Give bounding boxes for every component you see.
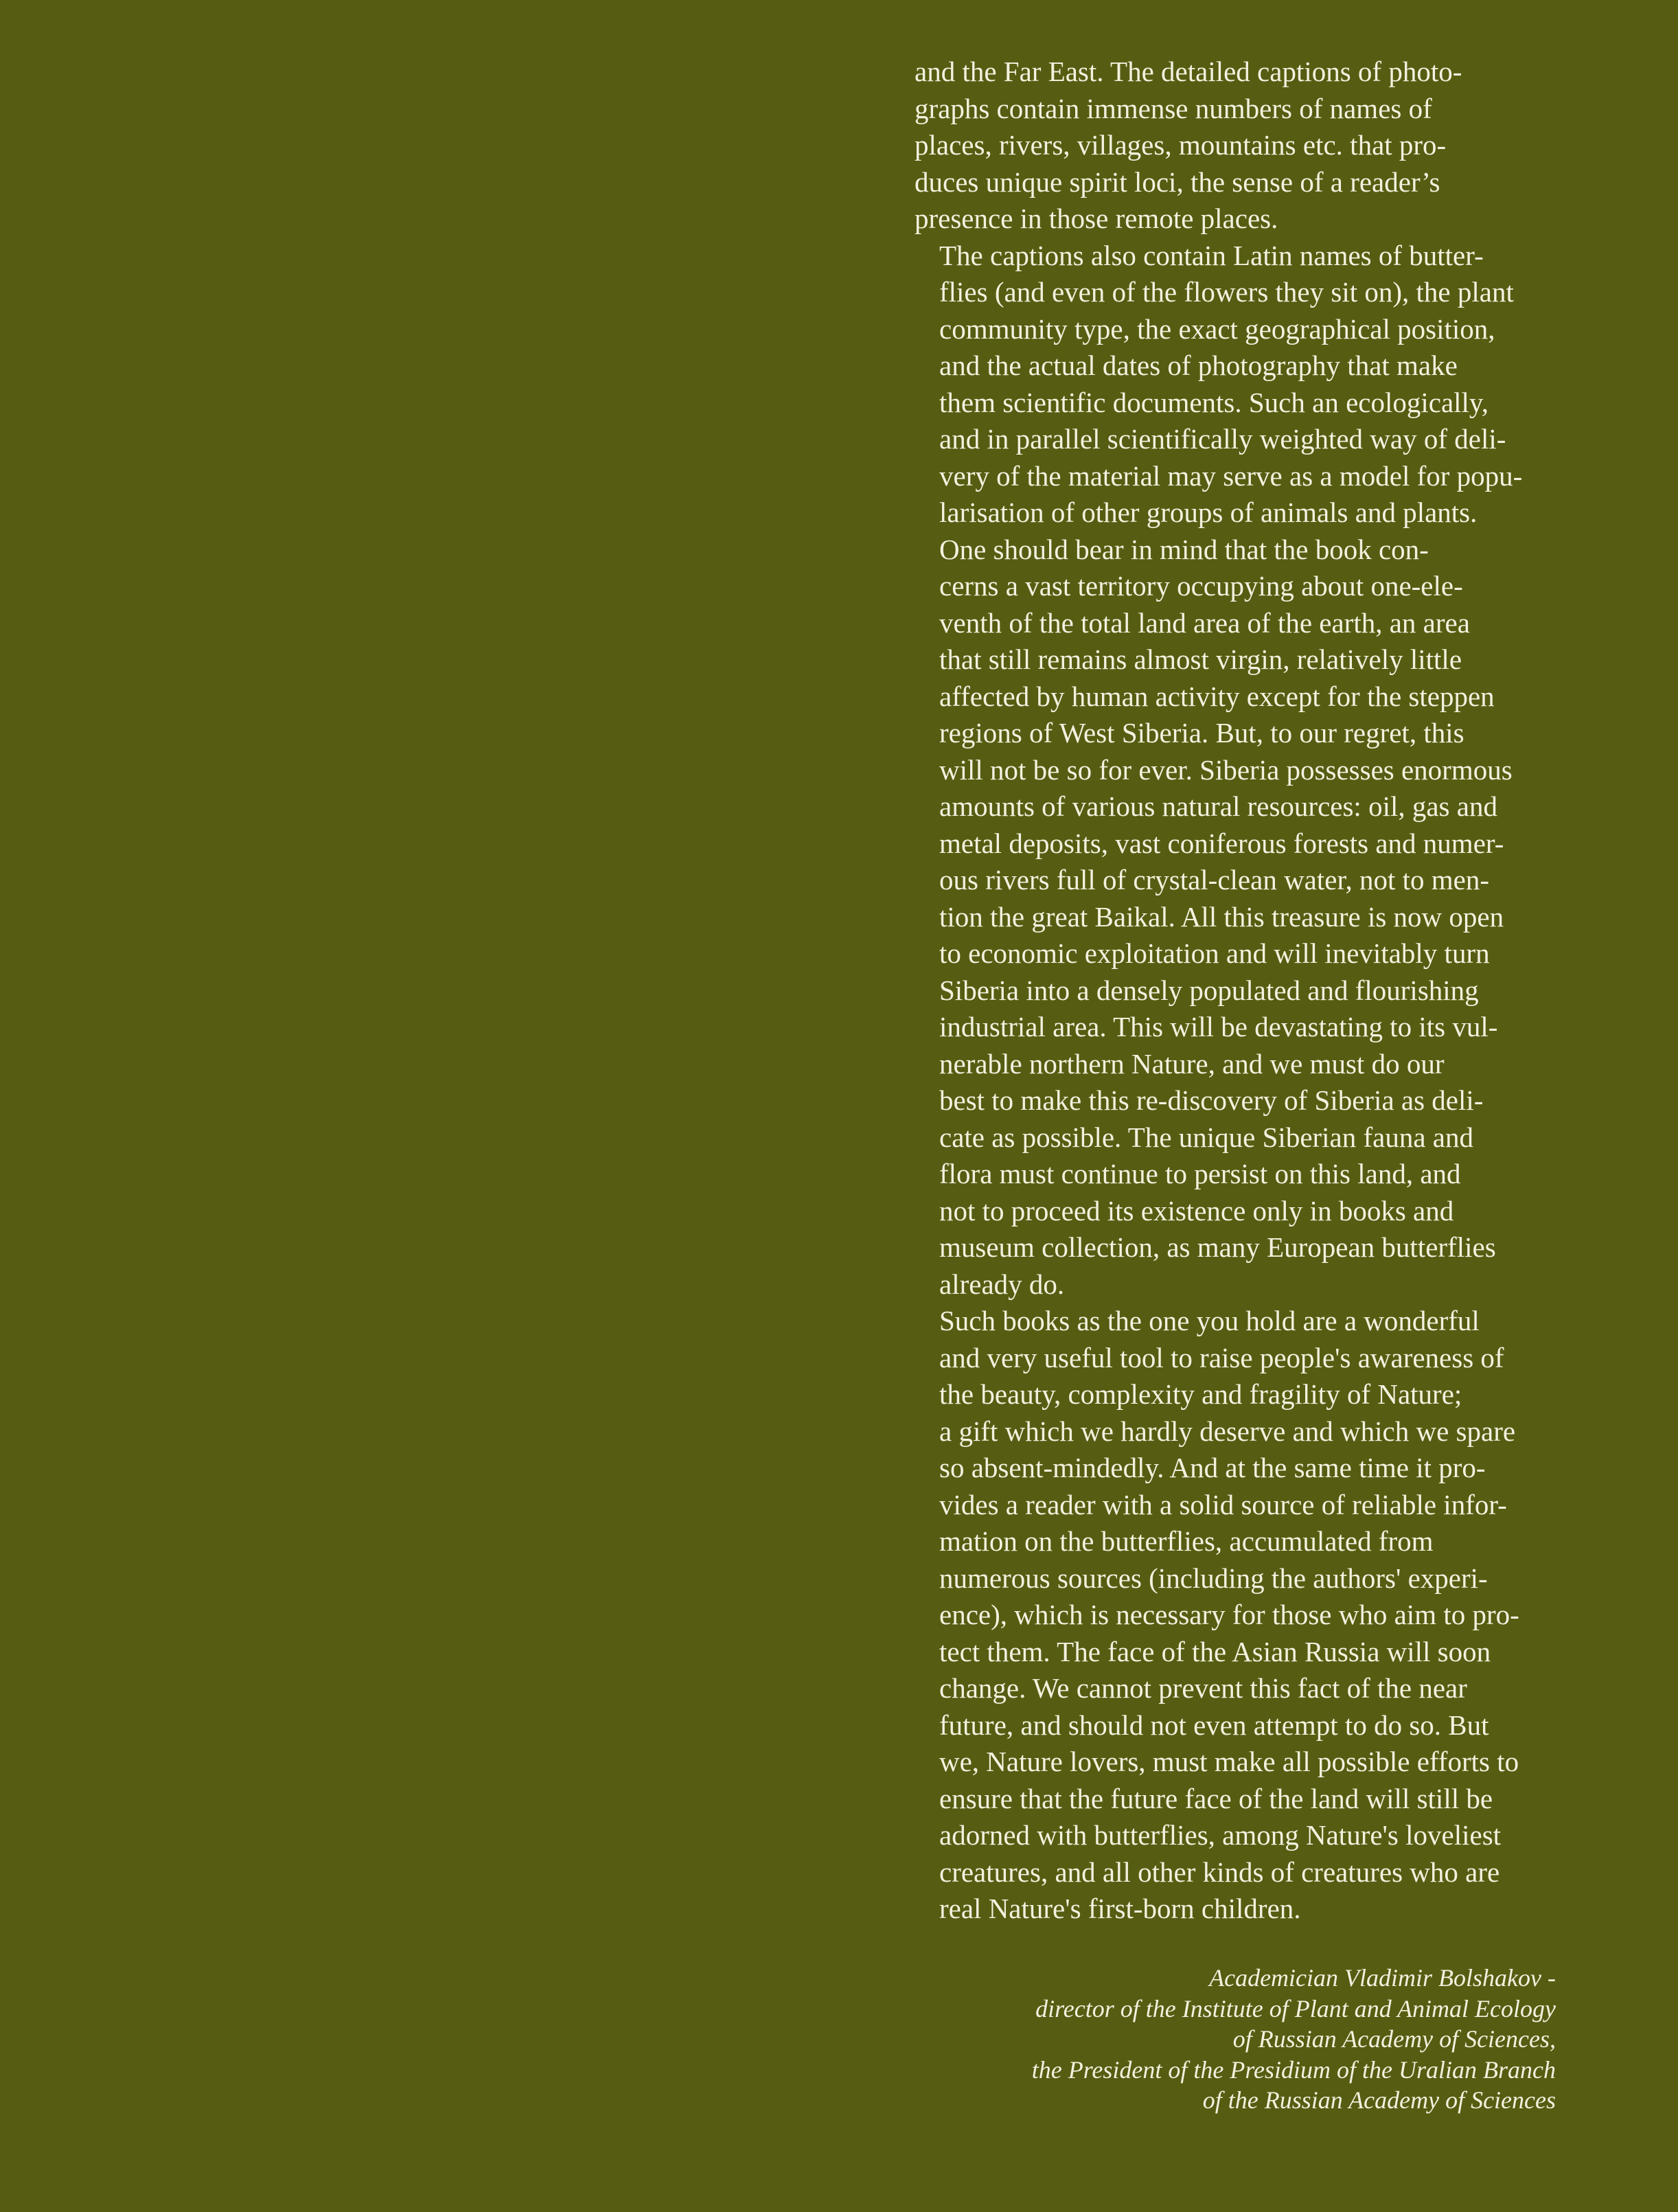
- text-line: the beauty, complexity and fragility of Nature;: [939, 1378, 1462, 1410]
- signature-name: Academician Vladimir Bolshakov -: [1209, 1964, 1556, 1992]
- text-line: flora must continue to persist on this land, and: [939, 1158, 1461, 1189]
- text-line: cerns a vast territory occupying about one-ele-: [939, 570, 1463, 602]
- text-line: metal deposits, vast coniferous forests and numer-: [939, 827, 1504, 859]
- text-line: will not be so for ever. Siberia possesses enormous: [939, 753, 1513, 786]
- text-line: ence), which is necessary for those who aim to pro-: [939, 1599, 1519, 1630]
- text-line: cate as possible. The unique Siberian fauna and: [939, 1121, 1473, 1153]
- text-line: tect them. The face of the Asian Russia will soon: [939, 1635, 1491, 1667]
- text-line: future, and should not even attempt to do so. But: [939, 1709, 1489, 1741]
- text-line: graphs contain immense numbers of names of: [915, 92, 1432, 124]
- text-line: already do.: [939, 1268, 1065, 1300]
- text-line: places, rivers, villages, mountains etc. that pro-: [915, 129, 1447, 161]
- text-line: so absent-mindedly. And at the same time it pro-: [939, 1452, 1486, 1483]
- text-line: One should bear in mind that the book con-: [939, 533, 1429, 565]
- text-line: numerous sources (including the authors' experi-: [939, 1562, 1488, 1594]
- text-line: ous rivers full of crystal-clean water, not to men-: [939, 864, 1490, 896]
- paragraph-2: [915, 238, 1560, 532]
- signature-title-line: of Russian Academy of Sciences,: [1232, 2025, 1556, 2053]
- text-line: mation on the butterflies, accumulated from: [939, 1525, 1434, 1557]
- text-line: regions of West Siberia. But, to our regret, this: [939, 717, 1464, 749]
- text-line: adorned with butterflies, among Nature's loveliest: [939, 1819, 1502, 1851]
- paragraph-3: [915, 532, 1560, 1303]
- author-signature: [1032, 1963, 1556, 2116]
- text-line: industrial area. This will be devastating to its vul-: [939, 1011, 1498, 1042]
- text-line: and the actual dates of photography that make: [939, 350, 1458, 381]
- text-line: nerable northern Nature, and we must do our: [939, 1047, 1445, 1080]
- text-line: The captions also contain Latin names of butter-: [939, 239, 1484, 271]
- signature-title-line: of the Russian Academy of Sciences: [1202, 2086, 1556, 2114]
- text-line: that still remains almost virgin, relatively little: [939, 643, 1462, 675]
- text-line: museum collection, as many European butterflies: [939, 1231, 1496, 1263]
- text-line: amounts of various natural resources: oil, gas and: [939, 790, 1497, 822]
- body-text-column: [915, 54, 1560, 1928]
- paragraph-1: [915, 54, 1560, 238]
- text-line: Siberia into a densely populated and flourishing: [939, 974, 1479, 1006]
- text-line: larisation of other groups of animals and plants.: [939, 497, 1478, 528]
- text-line: Such books as the one you hold are a wonderful: [939, 1305, 1480, 1336]
- paragraph-4: [915, 1303, 1560, 1928]
- text-line: ensure that the future face of the land will still be: [939, 1782, 1493, 1814]
- text-line: and in parallel scientifically weighted way of deli-: [939, 423, 1506, 455]
- text-line: and very useful tool to raise people's awareness of: [939, 1341, 1504, 1373]
- text-line: not to proceed its existence only in books and: [939, 1194, 1454, 1227]
- text-line: duces unique spirit loci, the sense of a reader’s: [915, 166, 1440, 198]
- signature-title-line: the President of the Presidium of the Uralian Branch: [1031, 2055, 1556, 2084]
- text-line: to economic exploitation and will inevitably turn: [939, 937, 1490, 969]
- text-line: a gift which we hardly deserve and which we spare: [939, 1415, 1516, 1447]
- text-line: real Nature's first-born children.: [939, 1893, 1301, 1924]
- text-line: affected by human activity except for the steppen: [939, 680, 1495, 712]
- text-line: tion the great Baikal. All this treasure is now open: [939, 900, 1504, 933]
- signature-title-line: director of the Institute of Plant and Animal Ecology: [1035, 1994, 1556, 2022]
- text-line: best to make this re-discovery of Siberia as deli-: [939, 1084, 1484, 1116]
- text-line: them scientific documents. Such an ecologically,: [939, 386, 1489, 418]
- text-line: vides a reader with a solid source of reliable infor-: [939, 1488, 1507, 1520]
- text-line: and the Far East. The detailed captions of photo-: [915, 56, 1462, 87]
- text-line: flies (and even of the flowers they sit on), the plant: [939, 276, 1514, 308]
- text-line: community type, the exact geographical position,: [939, 312, 1495, 345]
- text-line: very of the material may serve as a model for popu-: [939, 459, 1523, 492]
- text-line: we, Nature lovers, must make all possible efforts to: [939, 1746, 1519, 1777]
- text-line: presence in those remote places.: [915, 203, 1278, 234]
- text-line: creatures, and all other kinds of creatures who are: [939, 1856, 1500, 1888]
- text-line: change. We cannot prevent this fact of the near: [939, 1672, 1467, 1704]
- text-line: venth of the total land area of the earth, an area: [939, 606, 1470, 639]
